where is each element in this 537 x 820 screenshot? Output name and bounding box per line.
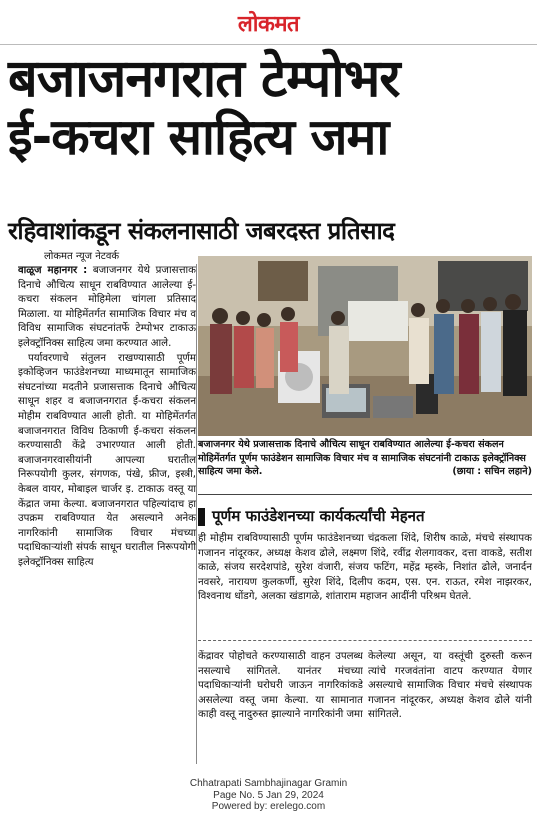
section-marker bbox=[198, 508, 205, 526]
masthead bbox=[0, 8, 537, 38]
dashed-divider bbox=[198, 640, 532, 641]
column-divider bbox=[196, 264, 197, 764]
intro-paragraph bbox=[18, 264, 196, 352]
headline-line-2: ई-कचरा साहित्य जमा bbox=[8, 107, 389, 166]
bottom-column-2: केलेल्या असून, या वस्तूंची दुरुस्ती करून त्यांचे गरजवंतांना वाटप करण्यात येणार असल्याचे सामाजिक विचार मंचचे संस्थापक गजानन नांदूरकर, अध्यक्ष केशव ढोले यांनी सांगितले. bbox=[368, 651, 532, 721]
news-photo bbox=[198, 256, 532, 436]
newspaper-logo: लोकमत bbox=[237, 12, 300, 37]
subheadline: रहिवाशांकडून संकलनासाठी जबरदस्त प्रतिसाद bbox=[8, 217, 395, 245]
section-paragraph: ही मोहीम राबविण्यासाठी पूर्णम फाउंडेशनच्या चंद्रकला शिंदे, शिरीष काळे, मंचचे संस्थापक गजानन नांदूरकर, अध्यक्ष केशव ढोले, लक्ष्मण शिंदे, रवींद्र शेलगावकर, दत्ता वाकडे, सतीश काळे, संजय सरदेशपांडे, सुरेश वंजारी, संजय फटिंग, महेंद्र म्हस्के, निशांत ढोले, जनार्दन नवसरे, नारायण कुलकर्णी, सुरेश शिंदे, दिलीप कदम, एस. एन. राऊत, रमेश नाझरकर, विश्वनाथ धोंडगे, अलका खंडागळे, शांताराम महाजन आदींनी परिश्रम घेतले. bbox=[198, 533, 532, 603]
edition-name: Chhatrapati Sambhajinagar Gramin bbox=[189, 778, 348, 789]
caption-text: बजाजनगर येथे प्रजासत्ताक दिनाचे औचित्य साधून राबविण्यात आलेल्या ई-कचरा संकलन मोहिमेंतर्गत पूर्णम फाउंडेशन सामाजिक विचार मंच व सामाजिक संघटनांनी टाकाऊ इलेक्ट्रॉनिक्स साहित्य जमा केले. bbox=[198, 439, 526, 477]
para-2: पर्यावरणाचे संतुलन राखण्यासाठी पूर्णम इकोव्हिजन फाउंडेशनच्या माध्यमातून सामाजिक संघटनांच्या मदतीने प्रजासत्ताक दिनाचे औचित्य साधून शहर व बजाजनगरात ई-कचरा संकलन मोहीम राबविण्यात आली होती. या मोहिमेंतर्गत बजाजनगरात विविध ठिकाणी ई-कचरा संकलन करण्यासाठी केंद्रे उभारण्यात आली होती. बजाजनगरवासीयांनी आपल्या घरातील निरूपयोगी कुलर, संगणक, पंखे, फ्रीज, इस्त्री, केबल वायर, मोबाइल चार्जर इ. टाकाऊ वस्तू या केंद्रात जमा केल्या. बजाजनगरात पहिल्यांदाच हा उपक्रम राबविण्यात येत असल्याने अनेक नागरिकांनी सामाजिक विचार मंचच्या पदाधिकाऱ्यांशी संपर्क साधून घरातील निरूपयोगी इलेक्ट्रॉनिक्स साहित्य bbox=[18, 352, 196, 568]
powered-by: Powered by: erelego.com bbox=[211, 801, 326, 812]
byline: लोकमत न्यूज नेटवर्क bbox=[44, 251, 120, 262]
page-date: Page No. 5 Jan 29, 2024 bbox=[213, 789, 324, 801]
dateline: वाळूज महानगर : bbox=[18, 265, 88, 276]
section-title: पूर्णम फाउंडेशनच्या कार्यकर्त्यांची मेहनत bbox=[212, 507, 425, 525]
photo-credit: (छाया : सचिन लहाने) bbox=[452, 466, 532, 477]
bottom-column-1: केंद्रावर पोहोचते करण्यासाठी वाहन उपलब्ध नसल्याचे सांगितले. यानंतर मंचच्या पदाधिकाऱ्यांनी घरोघरी जाऊन नागरिकांकडे असलेल्या वस्तू जमा केल्या. या सामानात काही वस्तू नादुरुस्त झाल्याने नागरिकांनी जमा bbox=[198, 651, 363, 721]
page-footer bbox=[0, 778, 537, 813]
headline-line-1: बजाजनगरात टेम्पोभर bbox=[8, 49, 400, 109]
caption-rule bbox=[198, 494, 532, 495]
headline bbox=[8, 49, 530, 166]
masthead-rule bbox=[0, 44, 537, 45]
left-column bbox=[18, 264, 196, 764]
group-photo-illustration bbox=[198, 256, 532, 436]
photo-caption bbox=[198, 438, 532, 479]
para-1: बजाजनगर येथे प्रजासत्ताक दिनाचे औचित्य साधून राबविण्यात आलेल्या ई-कचरा संकलन मोहिमेला चांगला प्रतिसाद मिळाला. या मोहिमेंतर्गत सामाजिक विचार मंच व विविध सामाजिक संघटनांतर्फे टेम्पोभर टाकाऊ इलेक्ट्रॉनिक्स साहित्य जमा करण्यात आले. bbox=[18, 265, 196, 349]
